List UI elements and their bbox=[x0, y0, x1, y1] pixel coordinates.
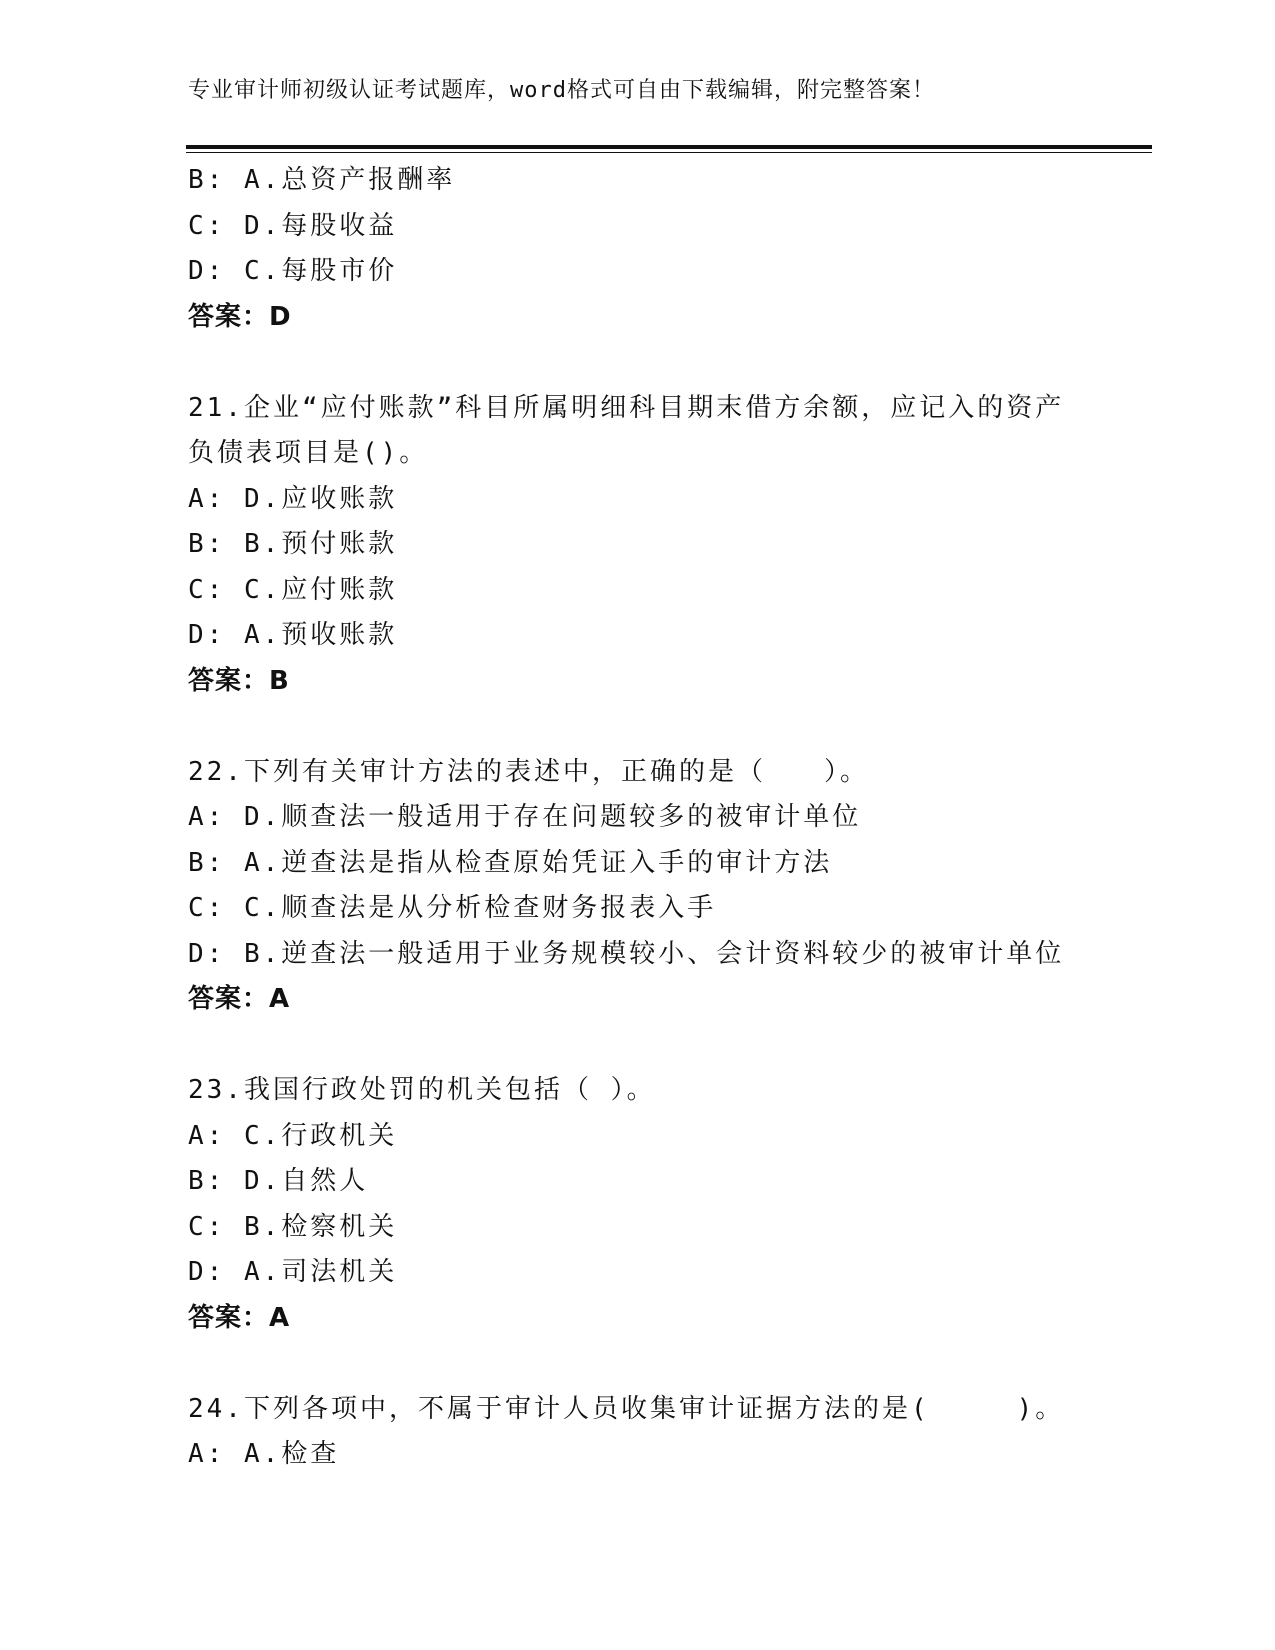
option-c: C: B.检察机关 bbox=[188, 1211, 398, 1242]
spacer bbox=[188, 1023, 1108, 1069]
question-23 bbox=[188, 1068, 1108, 1341]
spacer bbox=[188, 340, 1108, 386]
question-stem: 21.企业“应付账款”科目所属明细科目期末借方余额，应记入的资产 bbox=[188, 392, 1065, 423]
option-c: C: C.顺查法是从分析检查财务报表入手 bbox=[188, 893, 717, 923]
option-b: B: A.总资产报酬率 bbox=[188, 165, 456, 195]
option-b: B: A.逆查法是指从检查原始凭证入手的审计方法 bbox=[188, 847, 833, 878]
question-stem: 24.下列各项中，不属于审计人员收集审计证据方法的是( )。 bbox=[188, 1393, 1065, 1424]
answer-line: 答案：B bbox=[188, 665, 290, 696]
option-c: C: C.应付账款 bbox=[188, 574, 398, 605]
option-b: B: D.自然人 bbox=[188, 1166, 369, 1196]
question-24 bbox=[188, 1387, 1108, 1478]
question-stem: 22.下列有关审计方法的表述中，正确的是（ ）。 bbox=[188, 756, 869, 787]
question-stem-continuation: 负债表项目是()。 bbox=[188, 438, 429, 468]
answer-line: 答案：A bbox=[188, 984, 291, 1014]
option-d: D: A.预收账款 bbox=[188, 620, 398, 650]
spacer bbox=[188, 1341, 1108, 1387]
option-a: A: D.应收账款 bbox=[188, 483, 398, 514]
question-stem: 23.我国行政处罚的机关包括（ ）。 bbox=[188, 1075, 656, 1105]
answer-line: 答案：D bbox=[188, 301, 292, 332]
option-a: A: C.行政机关 bbox=[188, 1120, 398, 1151]
question-21 bbox=[188, 386, 1108, 705]
document-header: 专业审计师初级认证考试题库，word格式可自由下载编辑，附完整答案！ bbox=[188, 78, 935, 103]
header-rule-thin bbox=[186, 152, 1152, 153]
option-d: D: B.逆查法一般适用于业务规模较小、会计资料较少的被审计单位 bbox=[188, 938, 1065, 969]
question-22 bbox=[188, 750, 1108, 1023]
option-d: D: A.司法机关 bbox=[188, 1257, 398, 1287]
option-b: B: B.预付账款 bbox=[188, 529, 398, 559]
option-a: A: D.顺查法一般适用于存在问题较多的被审计单位 bbox=[188, 802, 862, 832]
option-a: A: A.检查 bbox=[188, 1439, 340, 1469]
spacer bbox=[188, 704, 1108, 750]
option-d: D: C.每股市价 bbox=[188, 256, 398, 286]
answer-line: 答案：A bbox=[188, 1302, 291, 1333]
question-fragment bbox=[188, 158, 1108, 340]
option-c: C: D.每股收益 bbox=[188, 210, 398, 241]
question-content bbox=[188, 158, 1108, 1478]
header-rule-thick bbox=[186, 145, 1152, 149]
